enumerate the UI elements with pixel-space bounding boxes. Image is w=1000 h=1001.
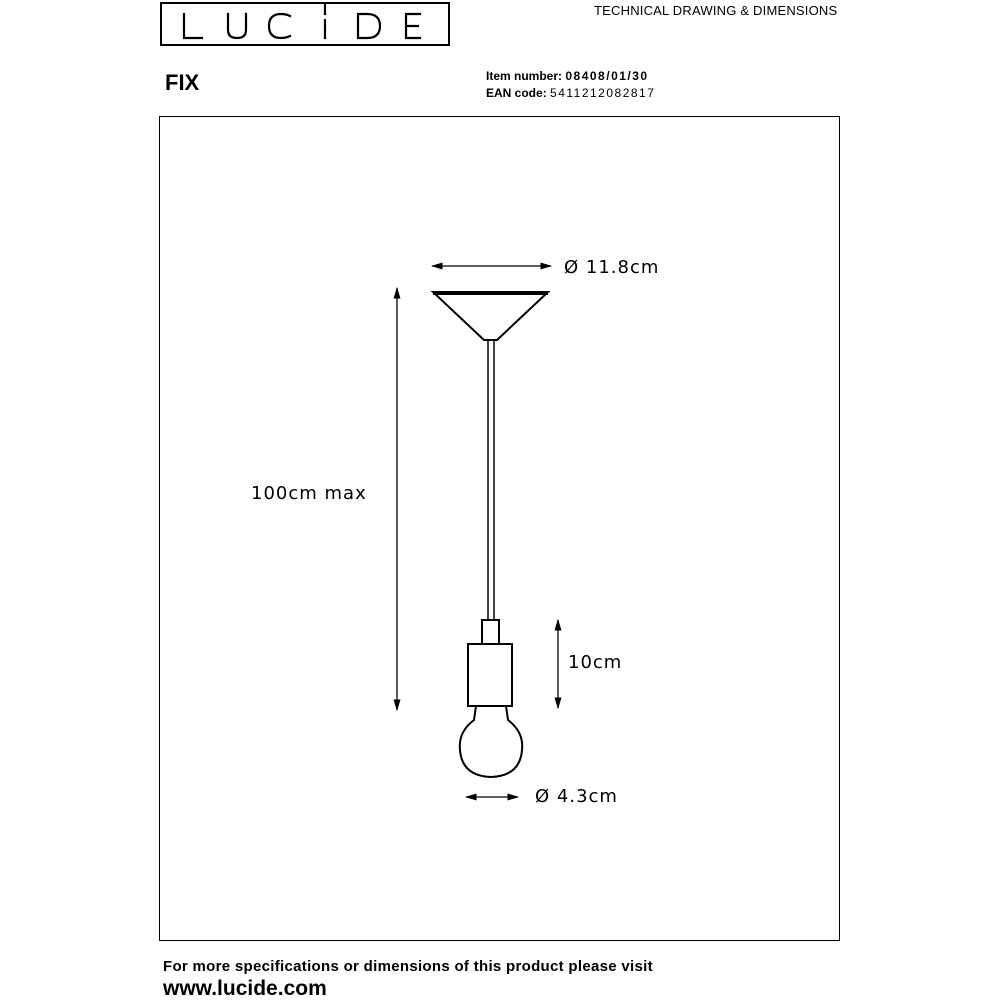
item-number-row: Item number: 08408/01/30 xyxy=(486,69,649,83)
holder-body xyxy=(468,644,512,706)
document-title: TECHNICAL DRAWING & DIMENSIONS xyxy=(594,3,838,18)
footer-website-link[interactable]: www.lucide.com xyxy=(163,977,327,1000)
ean-row: EAN code: 5411212082817 xyxy=(486,86,656,100)
dim-bulb-label: Ø 4.3cm xyxy=(535,786,618,807)
ean-value: 5411212082817 xyxy=(550,86,656,100)
bulb-shape xyxy=(460,706,522,777)
dim-canopy-label: Ø 11.8cm xyxy=(564,257,660,278)
ean-label: EAN code xyxy=(486,86,543,100)
item-number-label: Item number xyxy=(486,69,559,83)
footer-specs-text: For more specifications or dimensions of this product please visit xyxy=(163,958,653,975)
canopy-shape xyxy=(433,292,548,340)
holder-top xyxy=(482,620,499,644)
dim-holder-label: 10cm xyxy=(568,652,623,673)
dim-length-label: 100cm max xyxy=(251,483,367,504)
product-name: FIX xyxy=(165,70,200,95)
item-number-value: 08408/01/30 xyxy=(565,69,649,83)
